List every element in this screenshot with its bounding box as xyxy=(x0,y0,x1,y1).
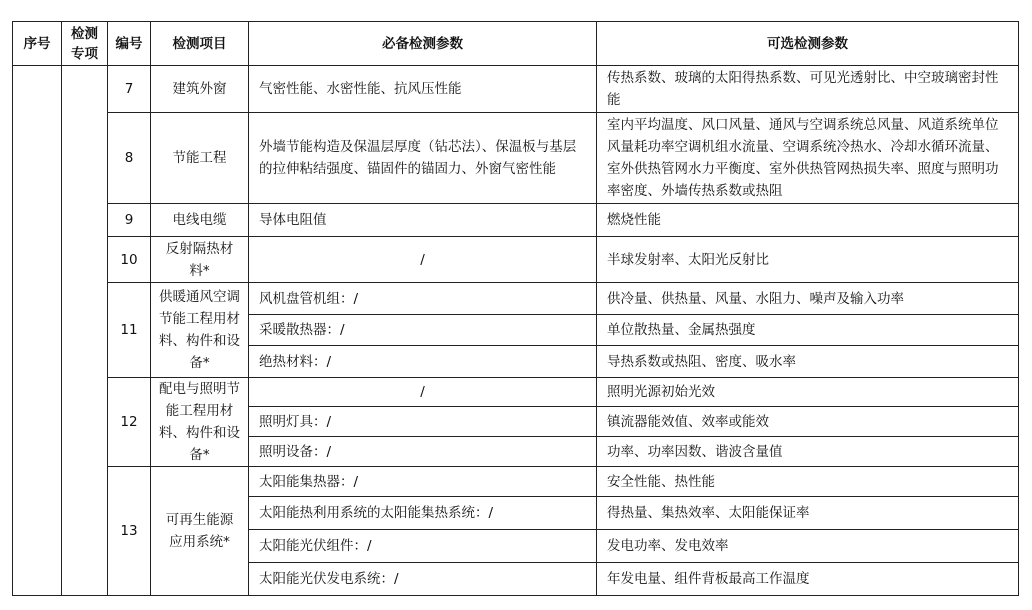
row-optional: 半球发射率、太阳光反射比 xyxy=(597,237,1019,283)
row-number: 9 xyxy=(108,204,151,237)
row-number: 10 xyxy=(108,237,151,283)
type-cell xyxy=(62,66,108,596)
row-optional: 镇流器能效值、效率或能效 xyxy=(597,407,1019,437)
row-optional: 导热系数或热阻、密度、吸水率 xyxy=(597,346,1019,378)
row-required: 绝热材料：/ xyxy=(249,346,597,378)
inspection-parameters-table xyxy=(12,21,1019,596)
table-row xyxy=(13,283,1019,315)
table-row xyxy=(13,113,1019,204)
table-header-row xyxy=(13,22,1019,66)
row-optional: 照明光源初始光效 xyxy=(597,378,1019,407)
row-required: 外墙节能构造及保温层厚度（钻芯法）、保温板与基层的拉伸粘结强度、锚固件的锚固力、外窗气密性能 xyxy=(249,113,597,204)
row-number: 12 xyxy=(108,378,151,467)
row-required: 照明灯具：/ xyxy=(249,407,597,437)
row-optional: 功率、功率因数、谐波含量值 xyxy=(597,437,1019,467)
row-optional: 供冷量、供热量、风量、水阻力、噪声及输入功率 xyxy=(597,283,1019,315)
row-required: 风机盘管机组：/ xyxy=(249,283,597,315)
row-optional: 室内平均温度、风口风量、通风与空调系统总风量、风道系统单位风量耗功率空调机组水流量、空调系统冷热水、冷却水循环流量、室外供热管网水力平衡度、室外供热管网热损失率、照度与照明功率密度、外墙传热系数或热阻 xyxy=(597,113,1019,204)
row-required: / xyxy=(249,378,597,407)
row-optional: 单位散热量、金属热强度 xyxy=(597,315,1019,346)
row-required: 采暖散热器：/ xyxy=(249,315,597,346)
row-required: 太阳能光伏发电系统：/ xyxy=(249,563,597,596)
table-row xyxy=(13,204,1019,237)
table-row xyxy=(13,66,1019,113)
row-item: 建筑外窗 xyxy=(151,66,249,113)
row-item: 配电与照明节能工程用材料、构件和设备* xyxy=(151,378,249,467)
row-number: 8 xyxy=(108,113,151,204)
row-item: 供暖通风空调节能工程用材料、构件和设备* xyxy=(151,283,249,378)
row-number: 11 xyxy=(108,283,151,378)
header-item: 检测项目 xyxy=(151,22,249,66)
header-no: 编号 xyxy=(108,22,151,66)
header-optional: 可选检测参数 xyxy=(597,22,1019,66)
row-number: 7 xyxy=(108,66,151,113)
row-optional: 年发电量、组件背板最高工作温度 xyxy=(597,563,1019,596)
row-required: 太阳能集热器：/ xyxy=(249,467,597,497)
row-item: 节能工程 xyxy=(151,113,249,204)
row-item: 可再生能源应用系统* xyxy=(151,467,249,596)
seq-cell xyxy=(13,66,62,596)
row-required: 太阳能热利用系统的太阳能集热系统：/ xyxy=(249,497,597,530)
table-row xyxy=(13,467,1019,497)
row-item: 电线电缆 xyxy=(151,204,249,237)
row-required: 照明设备：/ xyxy=(249,437,597,467)
row-required: / xyxy=(249,237,597,283)
row-optional: 安全性能、热性能 xyxy=(597,467,1019,497)
table-row xyxy=(13,237,1019,283)
row-item: 反射隔热材料* xyxy=(151,237,249,283)
row-required: 气密性能、水密性能、抗风压性能 xyxy=(249,66,597,113)
header-type: 检测专项 xyxy=(62,22,108,66)
row-optional: 传热系数、玻璃的太阳得热系数、可见光透射比、中空玻璃密封性能 xyxy=(597,66,1019,113)
row-optional: 得热量、集热效率、太阳能保证率 xyxy=(597,497,1019,530)
row-optional: 燃烧性能 xyxy=(597,204,1019,237)
header-seq: 序号 xyxy=(13,22,62,66)
row-required: 太阳能光伏组件：/ xyxy=(249,530,597,563)
row-required: 导体电阻值 xyxy=(249,204,597,237)
row-number: 13 xyxy=(108,467,151,596)
header-required: 必备检测参数 xyxy=(249,22,597,66)
table-row xyxy=(13,378,1019,407)
row-optional: 发电功率、发电效率 xyxy=(597,530,1019,563)
